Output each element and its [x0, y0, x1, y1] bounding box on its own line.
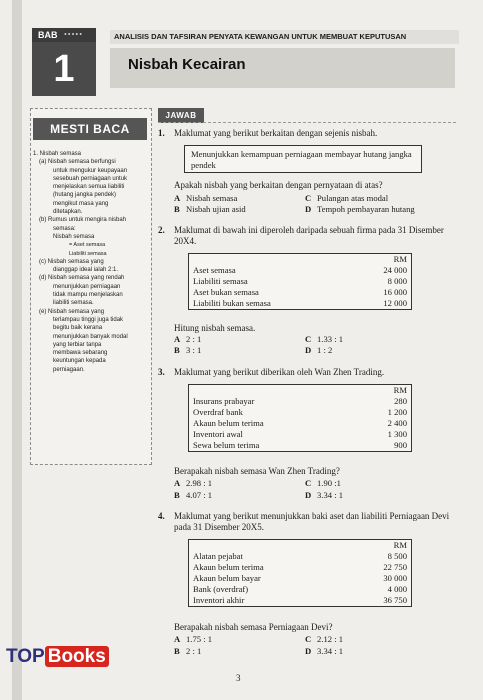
table-row — [189, 562, 412, 573]
table-row — [189, 595, 412, 607]
question-number: 3. — [158, 367, 165, 377]
row-item: Akaun belum terima — [193, 562, 264, 572]
question-4-prompt: Berapakah nisbah semasa Perniagaan Devi? — [174, 622, 333, 632]
mesti-baca-line: begitu baik kerana — [53, 325, 103, 332]
table-row — [189, 429, 412, 440]
mesti-baca-line: semasa: — [53, 225, 76, 232]
row-value: 900 — [394, 440, 407, 450]
row-value: 1 200 — [387, 407, 407, 417]
option-d: D Tempoh pembayaran hutang — [305, 204, 415, 214]
row-item: Akaun belum terima — [193, 418, 264, 428]
row-item: Liabiliti semasa — [193, 276, 248, 286]
row-item: Overdraf bank — [193, 407, 243, 417]
mesti-baca-line: ditetapkan. — [53, 209, 83, 216]
row-value: 24 000 — [383, 265, 407, 275]
table-header-item — [189, 385, 354, 397]
table-row — [189, 396, 412, 407]
chapter-band: ANALISIS DAN TAFSIRAN PENYATA KEWANGAN UNTUK MEMBUAT KEPUTUSAN — [110, 30, 459, 44]
question-text: Maklumat di bawah ini diperoleh daripada sebuah firma pada 31 Disember 20X4. — [174, 225, 444, 246]
row-value: 16 000 — [383, 287, 407, 297]
question-text: Maklumat yang berikut diberikan oleh Wan Zhen Trading. — [174, 367, 385, 377]
table-row — [189, 551, 412, 562]
row-item: Sewa belum terima — [193, 440, 260, 450]
mesti-baca-line: untuk mengukur keupayaan — [53, 167, 128, 174]
topbooks-watermark — [6, 646, 109, 668]
row-item: Inventori akhir — [193, 595, 245, 605]
option-d: D 3.34 : 1 — [305, 490, 344, 500]
table-header-row — [189, 385, 412, 397]
question-number: 2. — [158, 225, 165, 235]
page-number: 3 — [236, 673, 241, 683]
table-row — [189, 407, 412, 418]
row-item: Aset semasa — [193, 265, 236, 275]
option-a: A 1.75 : 1 — [174, 634, 213, 644]
statement-box: Menunjukkan kemampuan perniagaan membayar hutang jangka pendek — [184, 145, 422, 173]
option-b: B Nisbah ujian asid — [174, 204, 246, 214]
watermark-top: TOP — [6, 646, 45, 667]
row-value: 1 300 — [387, 429, 407, 439]
watermark-books: Books — [45, 646, 109, 667]
option-b: B 4.07 : 1 — [174, 490, 213, 500]
mesti-baca-line: Nisbah semasa — [53, 233, 95, 240]
row-value: 2 400 — [387, 418, 407, 428]
bab-dots: ••••• — [64, 30, 84, 39]
mesti-baca-line: sesebuah perniagaan untuk — [53, 175, 128, 182]
option-a: A Nisbah semasa — [174, 193, 238, 203]
mesti-baca-line: menjelaskan semua liabiliti — [53, 184, 125, 191]
mesti-baca-line: terlampau tinggi juga tidak — [53, 316, 124, 323]
row-value: 36 750 — [383, 595, 407, 605]
mesti-baca-line: (d) Nisbah semasa yang rendah — [39, 275, 125, 282]
mesti-baca-line: (e) Nisbah semasa yang — [39, 308, 105, 315]
chapter-number: 1 — [32, 42, 96, 96]
table-header-row — [189, 540, 412, 552]
table-row — [189, 584, 412, 595]
mesti-baca-line: membawa sebarang — [53, 350, 108, 357]
data-table — [188, 539, 412, 607]
row-item: Aset bukan semasa — [193, 287, 259, 297]
row-value: 12 000 — [383, 298, 407, 308]
row-value: 4 000 — [387, 584, 407, 594]
row-value: 280 — [394, 396, 407, 406]
option-b: B 3 : 1 — [174, 345, 202, 355]
mesti-baca-line: (hutang jangka pendek) — [53, 192, 117, 199]
option-c: C 1.33 : 1 — [305, 334, 344, 344]
data-table — [188, 384, 412, 452]
row-value: 30 000 — [383, 573, 407, 583]
row-item: Liabiliti bukan semasa — [193, 298, 271, 308]
currency-header: RM — [393, 385, 407, 395]
table-header-row — [189, 254, 412, 266]
mesti-baca-line: = Aset semasa — [69, 242, 106, 249]
currency-header: RM — [393, 540, 407, 550]
data-table — [188, 253, 412, 310]
option-a: A 2.98 : 1 — [174, 478, 213, 488]
option-c: C Pulangan atas modal — [305, 193, 389, 203]
question-text: Maklumat yang berikut berkaitan dengan sejenis nisbah. — [174, 128, 378, 138]
mesti-baca-body — [33, 150, 148, 374]
mesti-baca-line: liabiliti semasa. — [53, 300, 94, 307]
question-number: 4. — [158, 511, 165, 521]
row-value: 22 750 — [383, 562, 407, 572]
question-1-prompt: Apakah nisbah yang berkaitan dengan pernyataan di atas? — [174, 180, 383, 190]
mesti-baca-line: mengikut masa yang — [53, 200, 109, 207]
mesti-baca-line: 1. Nisbah semasa — [33, 151, 82, 157]
jawab-label: JAWAB — [158, 108, 204, 123]
table-row — [189, 276, 412, 287]
chapter-title: Nisbah Kecairan — [128, 56, 246, 73]
question-3-prompt: Berapakah nisbah semasa Wan Zhen Trading? — [174, 466, 340, 476]
table-row — [189, 418, 412, 429]
row-value: 8 000 — [387, 276, 407, 286]
option-d: D 3.34 : 1 — [305, 646, 344, 656]
table-row — [189, 573, 412, 584]
option-c: C 2.12 : 1 — [305, 634, 344, 644]
table-row — [189, 287, 412, 298]
mesti-baca-line: dianggap ideal ialah 2:1. — [53, 267, 119, 274]
jawab-divider — [158, 122, 456, 123]
mesti-baca-line: menunjukkan banyak modal — [53, 333, 128, 340]
option-b: B 2 : 1 — [174, 646, 202, 656]
bab-label: BAB — [32, 28, 96, 42]
mesti-baca-line: yang terbiar tanpa — [53, 341, 102, 348]
row-item: Akaun belum bayar — [193, 573, 261, 583]
mesti-baca-line: (b) Rumus untuk mengira nisbah — [39, 217, 127, 224]
table-header-item — [189, 540, 348, 552]
page-edge-strip — [12, 0, 22, 700]
question-number: 1. — [158, 128, 165, 138]
option-c: C 1.90 :1 — [305, 478, 341, 488]
table-row — [189, 298, 412, 310]
option-a: A 2 : 1 — [174, 334, 202, 344]
mesti-baca-line: perniagaan. — [53, 366, 85, 373]
mesti-baca-line: menunjukkan perniagaan — [53, 283, 121, 290]
row-item: Alatan pejabat — [193, 551, 243, 561]
mesti-baca-line: Liabiliti semasa — [69, 250, 107, 257]
currency-header: RM — [393, 254, 407, 264]
option-d: D 1 : 2 — [305, 345, 333, 355]
row-item: Insurans prabayar — [193, 396, 255, 406]
row-item: Bank (overdraf) — [193, 584, 249, 594]
question-2-prompt: Hitung nisbah semasa. — [174, 323, 256, 333]
mesti-baca-line: (c) Nisbah semasa yang — [39, 258, 104, 265]
mesti-baca-line: (a) Nisbah semasa berfungsi — [39, 159, 116, 166]
table-row — [189, 440, 412, 452]
row-item: Inventori awal — [193, 429, 243, 439]
row-value: 8 500 — [387, 551, 407, 561]
mesti-baca-line: tidak mampu menjelaskan — [53, 292, 123, 299]
question-text: Maklumat yang berikut menunjukkan baki aset dan liabiliti Perniagaan Devi pada 31 Disember 20X5. — [174, 511, 450, 532]
table-header-item — [189, 254, 351, 266]
mesti-baca-line: keuntungan kepada — [53, 358, 106, 365]
mesti-baca-title: MESTI BACA — [33, 118, 147, 140]
table-row — [189, 265, 412, 276]
